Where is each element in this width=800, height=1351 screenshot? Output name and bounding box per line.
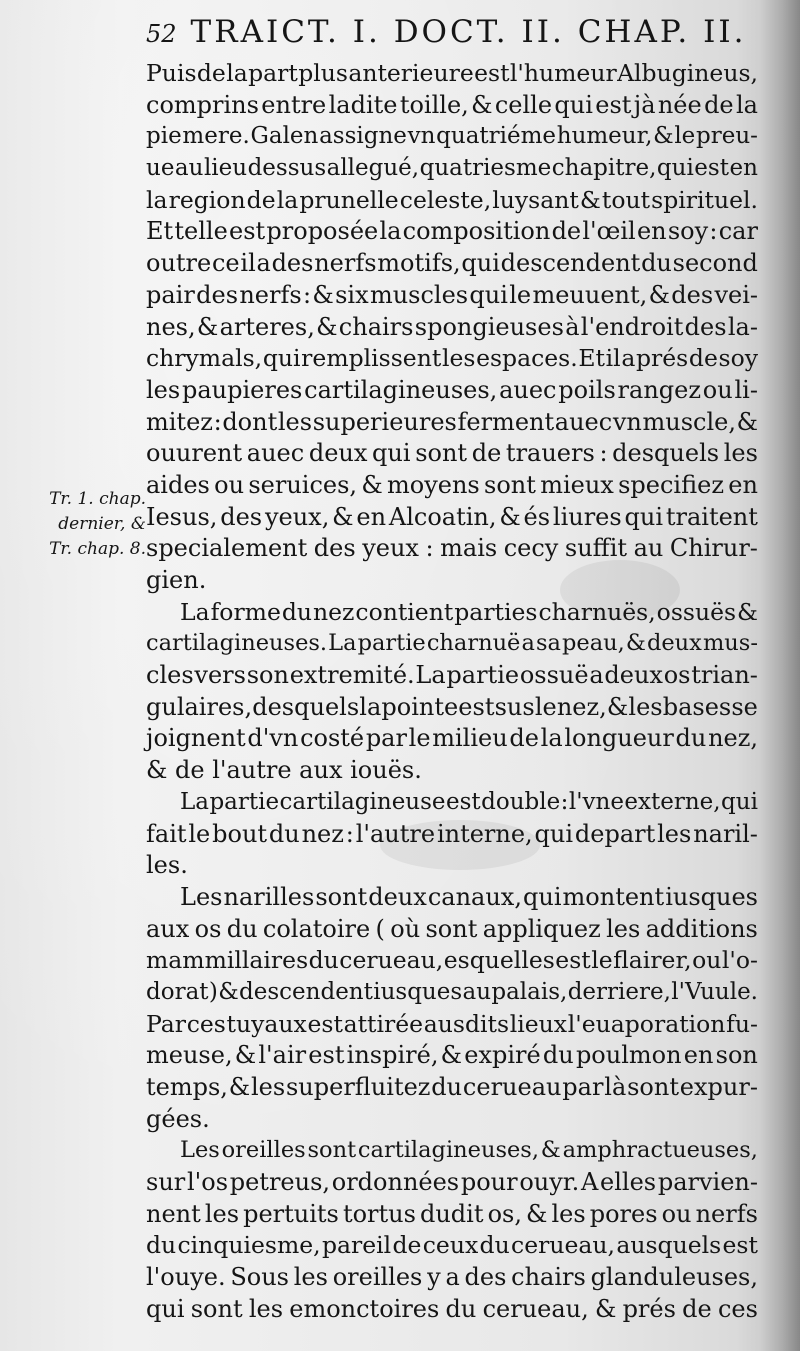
text-line: aides ou seruices, & moyens sont mieux specifiez en [146, 470, 758, 499]
text-line: temps, & les superfluitez du cerueau par là sont expur- [146, 1073, 758, 1101]
text-line: sur l'os petreus, ordonnées pour ouyr. A elles parvien- [146, 1168, 758, 1197]
text-line: les. [146, 851, 188, 880]
text-line: gulaires, desquels la pointe est sus le nez, & les bases se [146, 692, 758, 721]
text-line: pie mere. Galen assigne vn quatriéme humeur, & le preu- [146, 123, 758, 150]
marginal-note-line: dernier, & [58, 514, 146, 534]
text-line: Iesus, des yeux, & en Alcoatin, & és liures qui traitent [146, 502, 758, 531]
text-line: cartilagineuses. La partie charnuë a sa peau, & deux mus- [146, 630, 758, 657]
text-line: comprins entre ladite toille, & celle qui est jà née de la [146, 90, 758, 119]
text-line: pair des nerfs : & six muscles qui le meuuent, & des vei- [146, 280, 758, 309]
text-line: Par ces tuyaux est attirée ausdits lieux l'euaporation fu- [146, 1009, 758, 1038]
text-line: gien. [146, 566, 207, 594]
text-line: nes, & arteres, & chairs spongieuses à l'endroit des la- [146, 312, 758, 341]
page-header [146, 14, 756, 54]
text-line: la region de la prunelle celeste, luysant & tout spirituel. [146, 185, 758, 214]
text-line: les paupieres cartilagineuses, auec poils rangez ou li- [146, 375, 758, 404]
text-line: aux os du colatoire ( où sont appliquez les additions [146, 914, 758, 943]
text-line: meuse, & l'air est inspiré, & expiré du poulmon en son [146, 1041, 758, 1070]
text-line: outre ce il a des nerfs motifs, qui descendent du second [146, 249, 758, 278]
text-line: La partie cartilagineuse est double : l'vne externe, qui [180, 788, 758, 815]
text-line: gées. [146, 1104, 210, 1133]
text-line: qui sont les emonctoires du cerueau, & prés de ces [146, 1294, 758, 1323]
body-text [146, 58, 758, 1326]
text-line: Puis de la part plus anterieure est l'humeur Albugineus, [146, 59, 758, 87]
text-line: dorat ) & descendent iusques au palais, derriere, l'Vuule. [146, 978, 758, 1005]
marginal-note [34, 487, 146, 562]
text-line: nent les pertuits tortus dudit os, & les pores ou nerfs [146, 1199, 758, 1228]
gutter-shadow [760, 0, 800, 1351]
text-line: joignent d'vn costé par le milieu de la longueur du nez, [146, 724, 758, 753]
marginal-note-line: Tr. chap. 8. [49, 539, 146, 559]
text-line: & de l'autre aux iouës. [146, 756, 422, 785]
text-line: fait le bout du nez : l'autre interne, qui depart les naril- [146, 819, 758, 848]
text-line: specialement des yeux : mais cecy suffit au Chirur- [146, 534, 758, 563]
text-line: La forme du nez contient parties charnuës, ossuës & [180, 597, 758, 626]
text-line: Les narilles sont deux canaux, qui montent iusques [180, 882, 758, 911]
text-line: chrymals, qui remplissent les espaces. Et il a prés de soy [146, 344, 758, 373]
text-line: cles vers son extremité. La partie ossuë a deux os trian- [146, 661, 758, 690]
running-title: TRAICT. I. DOCT. II. CHAP. II. [190, 14, 747, 50]
text-line: Les oreilles sont cartilagineuses, & amphractueuses, [180, 1137, 758, 1164]
text-line: Et telle est proposée la composition de l'œil en soy : car [146, 217, 758, 246]
text-line: ue au lieu dessus allegué, quatriesme chapitre, qui est en [146, 155, 758, 182]
page-number: 52 [146, 20, 177, 48]
text-line: mitez : dont les superieures ferment auec vn muscle, & [146, 407, 758, 436]
text-line: l'ouye. Sous les oreilles y a des chairs glanduleuses, [146, 1263, 758, 1292]
marginal-note-line: Tr. 1. chap. [49, 489, 146, 509]
text-line: du cinquiesme, pareil de ceux du cerueau, ausquels est [146, 1231, 758, 1260]
text-line: mammillaires du cerueau, esquelles est le flairer, ou l'o- [146, 946, 758, 975]
text-line: ouurent auec deux qui sont de trauers : desquels les [146, 439, 758, 468]
